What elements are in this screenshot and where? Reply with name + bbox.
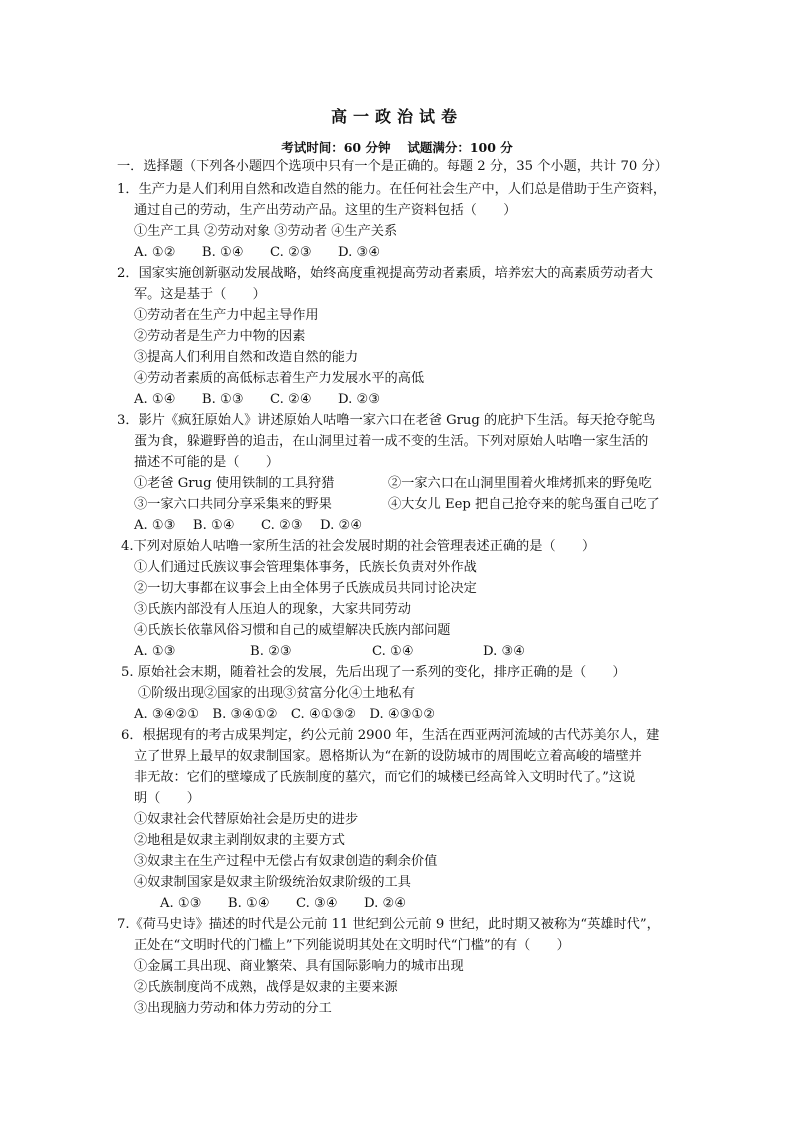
question-3-options: A. ①③ B. ①④ C. ②③ D. ②④	[134, 518, 363, 533]
question-1-options: A. ①② B. ①④ C. ②③ D. ③④	[134, 245, 381, 260]
question-3-item: ④大女儿 Eep 把自己抢夺来的鸵鸟蛋自己吃了	[388, 497, 660, 512]
question-6-item: ①奴隶社会代替原始社会是历史的进步	[134, 812, 359, 827]
section-header: 一．选择题（下列各小题四个选项中只有一个是正确的。每题 2 分，35 个小题，共计 70 分）	[117, 159, 668, 174]
question-7-item: ①金属工具出现、商业繁荣、具有国际影响力的城市出现	[134, 959, 464, 974]
question-6-stem-cont: 非无故：它们的壁壕成了氏族制度的墓穴，而它们的城楼已经高耸入文明时代了。”这说	[134, 770, 636, 785]
question-7-stem: 7.《荷马史诗》描述的时代是公元前 11 世纪到公元前 9 世纪，此时期又被称为“英雄时代”，	[117, 917, 660, 932]
question-6-options: A. ①③ B. ①④ C. ③④ D. ②④	[160, 896, 407, 911]
question-7-stem-cont: 正处在“文明时代的门槛上”下列能说明其处在文明时代“门槛”的有（ ）	[134, 938, 570, 953]
question-1-items: ①生产工具 ②劳动对象 ③劳动者 ④生产关系	[134, 224, 398, 239]
question-6-stem: 6．根据现有的考古成果判定，约公元前 2900 年，生活在西亚两河流域的古代苏美尔人，建	[121, 728, 660, 743]
question-2-item: ②劳动者是生产力中物的因素	[134, 329, 306, 344]
question-3-stem-cont: 描述不可能的是（ ）	[134, 455, 280, 470]
question-3-stem: 3．影片《疯狂原始人》讲述原始人咕噜一家六口在老爸 Grug 的庇护下生活。每天抢夺鸵鸟	[117, 413, 656, 428]
question-6-item: ④奴隶制国家是奴隶主阶级统治奴隶阶级的工具	[134, 875, 411, 890]
question-2-options: A. ①④ B. ①③ C. ②④ D. ②③	[134, 392, 381, 407]
question-7-item: ③出现脑力劳动和体力劳动的分工	[134, 1001, 332, 1016]
question-4-item: ④氏族长依靠风俗习惯和自己的威望解决氏族内部问题	[134, 623, 451, 638]
question-2-stem-cont: 军。这是基于（ ）	[134, 287, 266, 302]
question-5-stem: 5. 原始社会末期，随着社会的发展，先后出现了一系列的变化，排序正确的是（ ）	[121, 665, 626, 680]
question-5-items: ①阶级出现②国家的出现③贫富分化④土地私有	[138, 686, 415, 701]
page-title: 高一政治试卷	[330, 107, 463, 126]
question-4-item: ②一切大事都在议事会上由全体男子氏族成员共同讨论决定	[134, 581, 477, 596]
question-3-item: ①老爸 Grug 使用铁制的工具狩猎	[134, 476, 335, 491]
question-6-item: ②地租是奴隶主剥削奴隶的主要方式	[134, 833, 345, 848]
question-7-item: ②氏族制度尚不成熟，战俘是奴隶的主要来源	[134, 980, 398, 995]
exam-info: 考试时间：60 分钟 试题满分：100 分	[281, 140, 513, 155]
question-4-item: ③氏族内部没有人压迫人的现象，大家共同劳动	[134, 602, 411, 617]
question-4-option-c: C. ①④	[372, 644, 414, 659]
question-3-item: ③一家六口共同分享采集来的野果	[134, 497, 332, 512]
question-6-item: ③奴隶主在生产过程中无偿占有奴隶创造的剩余价值	[134, 854, 438, 869]
question-3-item: ②一家六口在山洞里围着火堆烤抓来的野兔吃	[388, 476, 652, 491]
question-2-item: ①劳动者在生产力中起主导作用	[134, 308, 319, 323]
question-4-option-a: A. ①③	[134, 644, 176, 659]
question-2-item: ③提高人们利用自然和改造自然的能力	[134, 350, 359, 365]
question-4-stem: 4.下列对原始人咕噜一家所生活的社会发展时期的社会管理表述正确的是（ ）	[121, 539, 596, 554]
question-6-stem-cont: 明（ ）	[134, 791, 200, 806]
question-5-options: A. ③④②① B. ③④①② C. ④①③② D. ④③①②	[134, 707, 436, 722]
question-4-item: ①人们通过氏族议事会管理集体事务，氏族长负责对外作战	[134, 560, 477, 575]
question-3-stem-cont: 蛋为食，躲避野兽的追击，在山洞里过着一成不变的生活。下列对原始人咕噜一家生活的	[134, 434, 649, 449]
question-1-stem-cont: 通过自己的劳动，生产出劳动产品。这里的生产资料包括（ ）	[134, 203, 517, 218]
question-4-option-b: B. ②③	[250, 644, 292, 659]
question-2-stem: 2．国家实施创新驱动发展战略，始终高度重视提高劳动者素质，培养宏大的高素质劳动者大	[117, 266, 653, 281]
question-2-item: ④劳动者素质的高低标志着生产力发展水平的高低	[134, 371, 425, 386]
question-6-stem-cont: 立了世界上最早的奴隶制国家。恩格斯认为“在新的设防城市的周围屹立着高峻的墙壁并	[134, 749, 642, 764]
question-4-option-d: D. ③④	[483, 644, 526, 659]
question-1-stem: 1．生产力是人们利用自然和改造自然的能力。在任何社会生产中，人们总是借助于生产资料，	[117, 182, 667, 197]
